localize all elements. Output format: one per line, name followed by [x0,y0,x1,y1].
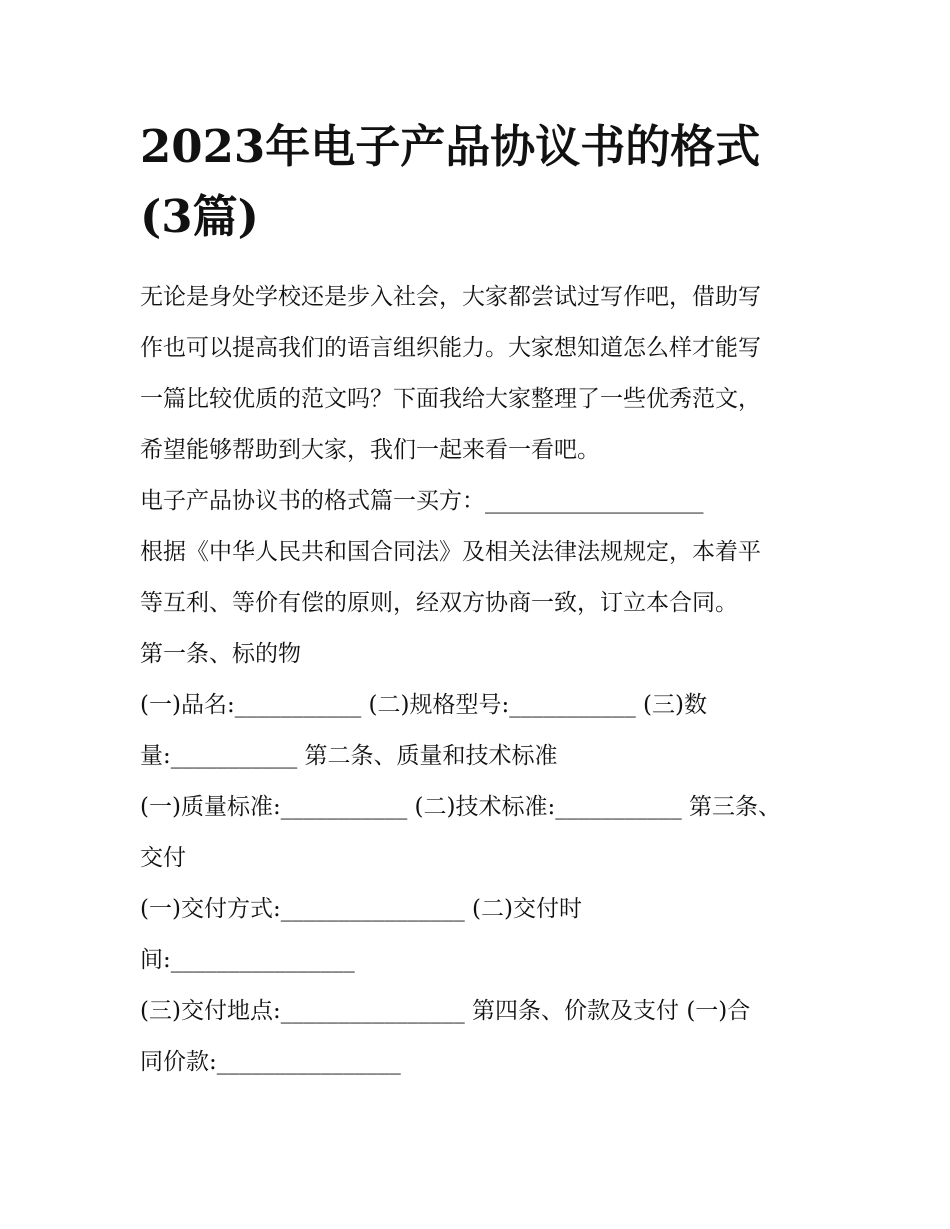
document-page [140,112,820,1088]
article-3-fields-cont: 间:________________ [140,947,355,973]
body-line-3: 一篇比较优质的范文吗？下面我给大家整理了一些优秀范文， [140,386,761,412]
document-title [140,112,820,252]
article-2-fields: (一)质量标准:___________ (二)技术标准:___________ 第三条、 [140,794,782,820]
body-line-2: 作也可以提高我们的语言组织能力。大家想知道怎么样才能写 [140,335,761,361]
title-line-1: 2023年电子产品协议书的格式 [140,120,761,173]
article-3-heading: 交付 [140,845,186,871]
body-line-1: 无论是身处学校还是步入社会，大家都尝试过写作吧，借助写 [140,284,761,310]
body-line-4: 希望能够帮助到大家，我们一起来看一看吧。 [140,437,600,463]
article-3-fields: (一)交付方式:________________ (二)交付时 [140,896,582,922]
article-1-heading: 第一条、标的物 [140,641,301,667]
section-heading-buyer: 电子产品协议书的格式篇一买方：___________________ [140,488,704,514]
body-line-6: 根据《中华人民共和国合同法》及相关法律法规规定，本着平 [140,539,761,565]
article-1-fields-cont: 量:___________ 第二条、质量和技术标准 [140,743,558,769]
title-line-2: (3篇) [140,190,259,243]
body-line-7: 等互利、等价有偿的原则，经双方协商一致，订立本合同。 [140,590,738,616]
article-3-location: (三)交付地点:________________ 第四条、价款及支付 (一)合 [140,998,751,1024]
article-1-fields: (一)品名:___________ (二)规格型号:___________ (三)数 [140,692,707,718]
article-4-price: 同价款:________________ [140,1049,401,1075]
